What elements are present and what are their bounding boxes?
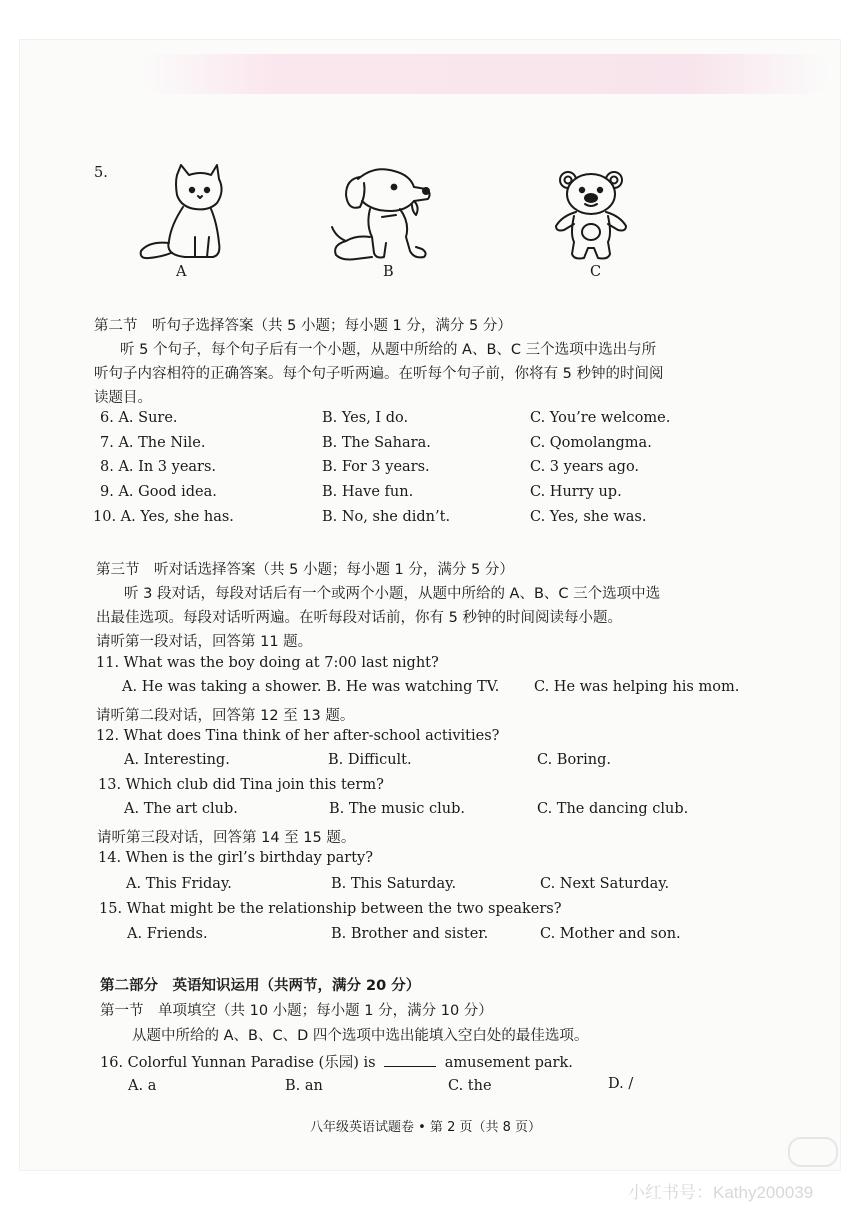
part2-section1-title: 第一节 单项填空（共 10 小题；每小题 1 分，满分 10 分） (100, 1003, 493, 1019)
dialogue1-instruction: 请听第一段对话，回答第 11 题。 (96, 634, 313, 650)
scan-smudge (140, 54, 830, 94)
q9-option-b: B. Have fun. (322, 484, 414, 500)
part2-instruction: 从题中所给的 A、B、C、D 四个选项中选出能填入空白处的最佳选项。 (132, 1028, 589, 1044)
q9-option-c: C. Hurry up. (530, 484, 622, 500)
q9-option-a: 9. A. Good idea. (100, 484, 217, 500)
q10-option-c: C. Yes, she was. (530, 509, 647, 525)
q16-option-b: B. an (285, 1078, 323, 1094)
q11-option-a: A. He was taking a shower. (122, 679, 322, 695)
q16-question (100, 1051, 573, 1072)
q8-option-b: B. For 3 years. (322, 459, 430, 475)
dialogue3-instruction: 请听第三段对话，回答第 14 至 15 题。 (97, 830, 356, 846)
q7-option-c: C. Qomolangma. (530, 435, 652, 451)
section3-intro-line2: 出最佳选项。每段对话听两遍。在听每段对话前，你有 5 秒钟的时间阅读每小题。 (96, 610, 622, 626)
q14-question: 14. When is the girl’s birthday party? (98, 850, 374, 866)
watermark-text: 小红书号：Kathy200039 (628, 1183, 814, 1202)
q7-option-b: B. The Sahara. (322, 435, 431, 451)
q14-option-a: A. This Friday. (126, 876, 232, 892)
q12-option-b: B. Difficult. (328, 752, 412, 768)
q12-question: 12. What does Tina think of her after-school activities? (96, 728, 500, 744)
q6-option-a: 6. A. Sure. (100, 410, 178, 426)
q6-option-b: B. Yes, I do. (322, 410, 409, 426)
q16-option-a: A. a (128, 1078, 157, 1094)
q12-option-a: A. Interesting. (124, 752, 230, 768)
dialogue2-instruction: 请听第二段对话，回答第 12 至 13 题。 (96, 708, 355, 724)
q7-option-a: 7. A. The Nile. (100, 435, 206, 451)
q15-option-a: A. Friends. (127, 926, 208, 942)
q11-option-b: B. He was watching TV. (326, 679, 500, 695)
q12-option-c: C. Boring. (537, 752, 611, 768)
dog-icon (330, 165, 434, 265)
q16-text-before: 16. Colorful Yunnan Paradise (乐园) is (100, 1055, 376, 1071)
q13-option-b: B. The music club. (329, 801, 465, 817)
q14-option-c: C. Next Saturday. (540, 876, 670, 892)
q5-label-c: C (590, 264, 602, 280)
q16-text-after: amusement park. (444, 1055, 573, 1071)
q6-option-c: C. You’re welcome. (530, 410, 671, 426)
section2-intro-line1: 听 5 个句子，每个句子后有一个小题，从题中所给的 A、B、C 三个选项中选出与所 (120, 342, 657, 358)
section2-intro-line3: 读题目。 (94, 390, 152, 406)
q5-label-a: A (176, 264, 187, 280)
section2-intro-line2: 听句子内容相符的正确答案。每个句子听两遍。在听每个句子前，你将有 5 秒钟的时间阅 (94, 366, 664, 382)
q15-question: 15. What might be the relationship between the two speakers? (99, 901, 562, 917)
q5-number: 5. (94, 165, 108, 181)
q13-option-c: C. The dancing club. (537, 801, 689, 817)
part2-title: 第二部分 英语知识运用（共两节，满分 20 分） (100, 978, 421, 994)
q13-option-a: A. The art club. (124, 801, 238, 817)
q8-option-a: 8. A. In 3 years. (100, 459, 217, 475)
q5-label-b: B (383, 264, 394, 280)
q11-option-c: C. He was helping his mom. (534, 679, 740, 695)
page-footer: 八年级英语试题卷 • 第 2 页（共 8 页） (310, 1120, 542, 1135)
q13-question: 13. Which club did Tina join this term? (98, 777, 384, 793)
cat-icon (135, 163, 227, 263)
q10-option-b: B. No, she didn’t. (322, 509, 451, 525)
q14-option-b: B. This Saturday. (331, 876, 457, 892)
q16-option-d: D. / (608, 1076, 634, 1092)
q10-option-a: 10. A. Yes, she has. (93, 509, 234, 525)
q15-option-c: C. Mother and son. (540, 926, 681, 942)
q11-question: 11. What was the boy doing at 7:00 last night? (96, 655, 439, 671)
q16-blank (384, 1054, 436, 1067)
section3-intro-line1: 听 3 段对话，每段对话后有一个或两个小题，从题中所给的 A、B、C 三个选项中选 (124, 586, 661, 602)
section2-title: 第二节 听句子选择答案（共 5 小题；每小题 1 分，满分 5 分） (94, 318, 512, 334)
teddy-bear-icon (552, 168, 632, 264)
q16-option-c: C. the (448, 1078, 492, 1094)
q15-option-b: B. Brother and sister. (331, 926, 489, 942)
watermark-badge (788, 1137, 838, 1167)
q8-option-c: C. 3 years ago. (530, 459, 640, 475)
section3-title: 第三节 听对话选择答案（共 5 小题；每小题 1 分，满分 5 分） (96, 562, 514, 578)
